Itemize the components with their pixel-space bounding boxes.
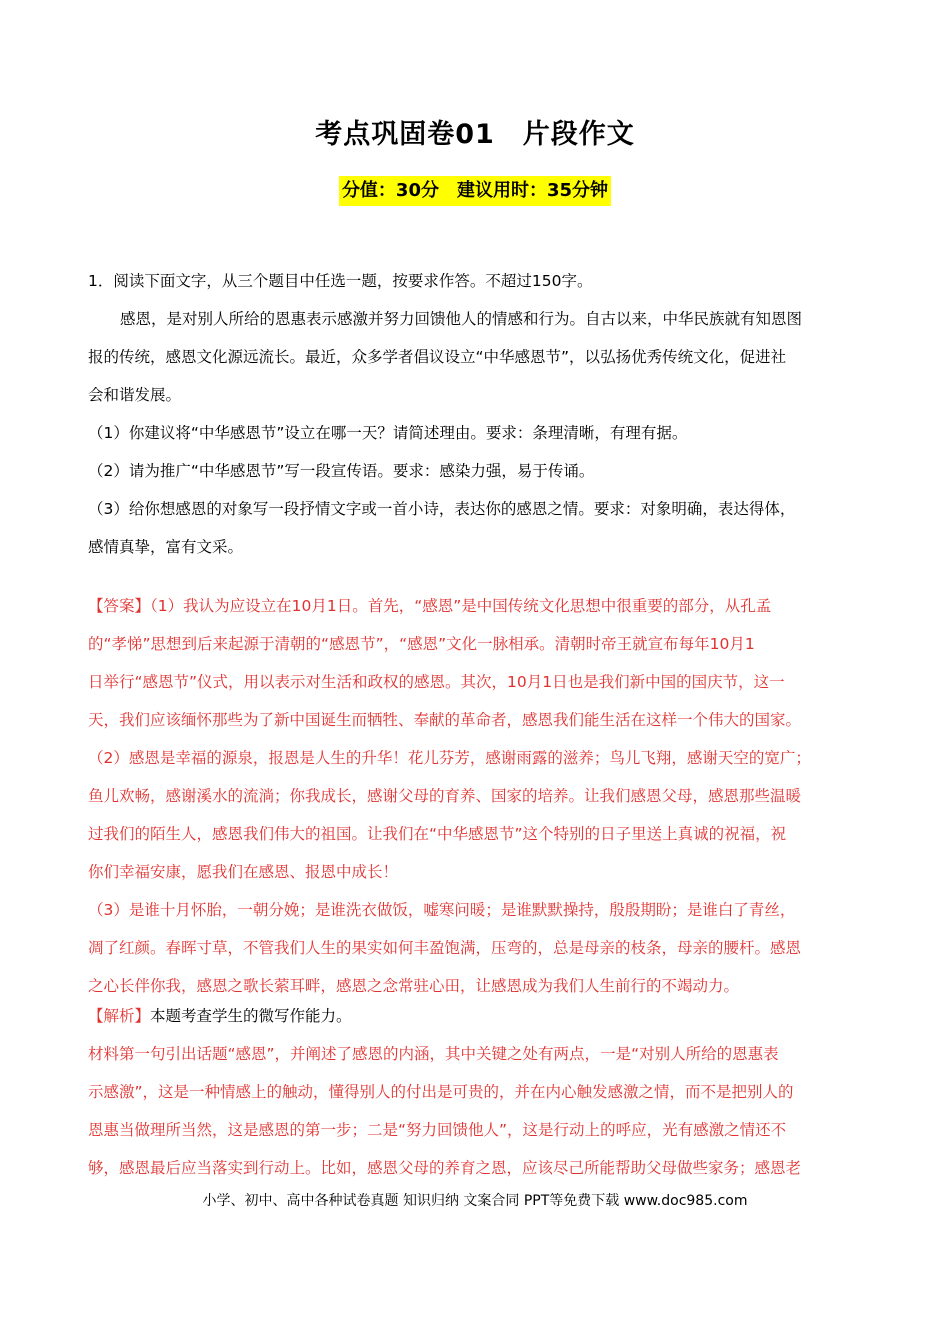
answer-tag: 【答案】 [88,597,151,615]
answer-line [88,587,862,625]
answer-line: 日举行“感恩节”仪式，用以表示对生活和政权的感恩。其次，10月1日也是我们新中国的国庆节，这一 [88,673,785,691]
page-title: 考点巩固卷01 片段作文 [315,119,635,150]
analysis-line: 够，感恩最后应当落实到行动上。比如，感恩父母的养育之恩，应该尽己所能帮助父母做些家务；感恩老 [88,1159,802,1177]
answer-block [88,587,862,1005]
page-footer: 小学、初中、高中各种试卷真题 知识归纳 文案合同 PPT等免费下载 www.doc985.com [202,1193,748,1209]
question-item: （2）请为推广“中华感恩节”写一段宣传语。要求：感染力强，易于传诵。 [88,462,595,480]
question-item: 感情真挚，富有文采。 [88,538,244,556]
question-item: （1）你建议将“中华感恩节”设立在哪一天？请简述理由。要求：条理清晰，有理有据。 [88,424,688,442]
analysis-intro: 本题考查学生的微写作能力。 [150,1007,352,1025]
answer-line: 之心长伴你我，感恩之歌长萦耳畔，感恩之念常驻心田，让感恩成为我们人生前行的不竭动力。 [88,977,740,995]
material-line: 感恩，是对别人所给的恩惠表示感激并努力回馈他人的情感和行为。自古以来，中华民族就有知恩图 [120,310,803,328]
answer-line: 凋了红颜。春晖寸草，不管我们人生的果实如何丰盈饱满，压弯的，总是母亲的枝条，母亲的腰杆。感恩 [88,939,802,957]
analysis-block [88,997,862,1187]
answer-line: （3）是谁十月怀胎，一朝分娩；是谁洗衣做饭，嘘寒问暖；是谁默默操持，殷殷期盼；是谁白了青丝， [88,901,796,919]
answer-text: （1）我认为应设立在10月1日。首先，“感恩”是中国传统文化思想中很重要的部分，从孔孟 [150,597,772,615]
material-line: 会和谐发展。 [88,386,182,404]
question-prompt: 1．阅读下面文字，从三个题目中任选一题，按要求作答。不超过150字。 [88,272,593,290]
analysis-tag: 【解析】 [88,1007,151,1025]
score-time-banner: 分值：30分 建议用时：35分钟 [339,176,611,206]
answer-line: 的“孝悌”思想到后来起源于清朝的“感恩节”，“感恩”文化一脉相承。清朝时帝王就宣布每年10月1 [88,635,755,653]
question-block [88,262,862,566]
answer-line: 鱼儿欢畅，感谢溪水的流淌；你我成长，感谢父母的育养、国家的培养。让我们感恩父母，感恩那些温暖 [88,787,802,805]
subtitle-wrap [0,176,950,206]
answer-line: （2）感恩是幸福的源泉，报恩是人生的升华！花儿芬芳，感谢雨露的滋养；鸟儿飞翔，感谢天空的宽广； [88,749,811,767]
answer-line: 过我们的陌生人，感恩我们伟大的祖国。让我们在“中华感恩节”这个特别的日子里送上真诚的祝福，祝 [88,825,787,843]
analysis-line: 恩惠当做理所当然，这是感恩的第一步；二是“努力回馈他人”，这是行动上的呼应，光有感激之情还不 [88,1121,787,1139]
analysis-line: 示感激”，这是一种情感上的触动，懂得别人的付出是可贵的，并在内心触发感激之情，而不是把别人的 [88,1083,794,1101]
analysis-intro-line [88,997,862,1035]
analysis-line: 材料第一句引出话题“感恩”，并阐述了感恩的内涵，其中关键之处有两点，一是“对别人所给的恩惠表 [88,1045,779,1063]
question-item: （3）给你想感恩的对象写一段抒情文字或一首小诗，表达你的感恩之情。要求：对象明确，表达得体， [88,500,796,518]
answer-line: 你们幸福安康，愿我们在感恩、报恩中成长！ [88,863,399,881]
answer-line: 天，我们应该缅怀那些为了新中国诞生而牺牲、奉献的革命者，感恩我们能生活在这样一个伟大的国家。 [88,711,802,729]
material-line: 报的传统，感恩文化源远流长。最近，众多学者倡议设立“中华感恩节”，以弘扬优秀传统文化，促进社 [88,348,787,366]
